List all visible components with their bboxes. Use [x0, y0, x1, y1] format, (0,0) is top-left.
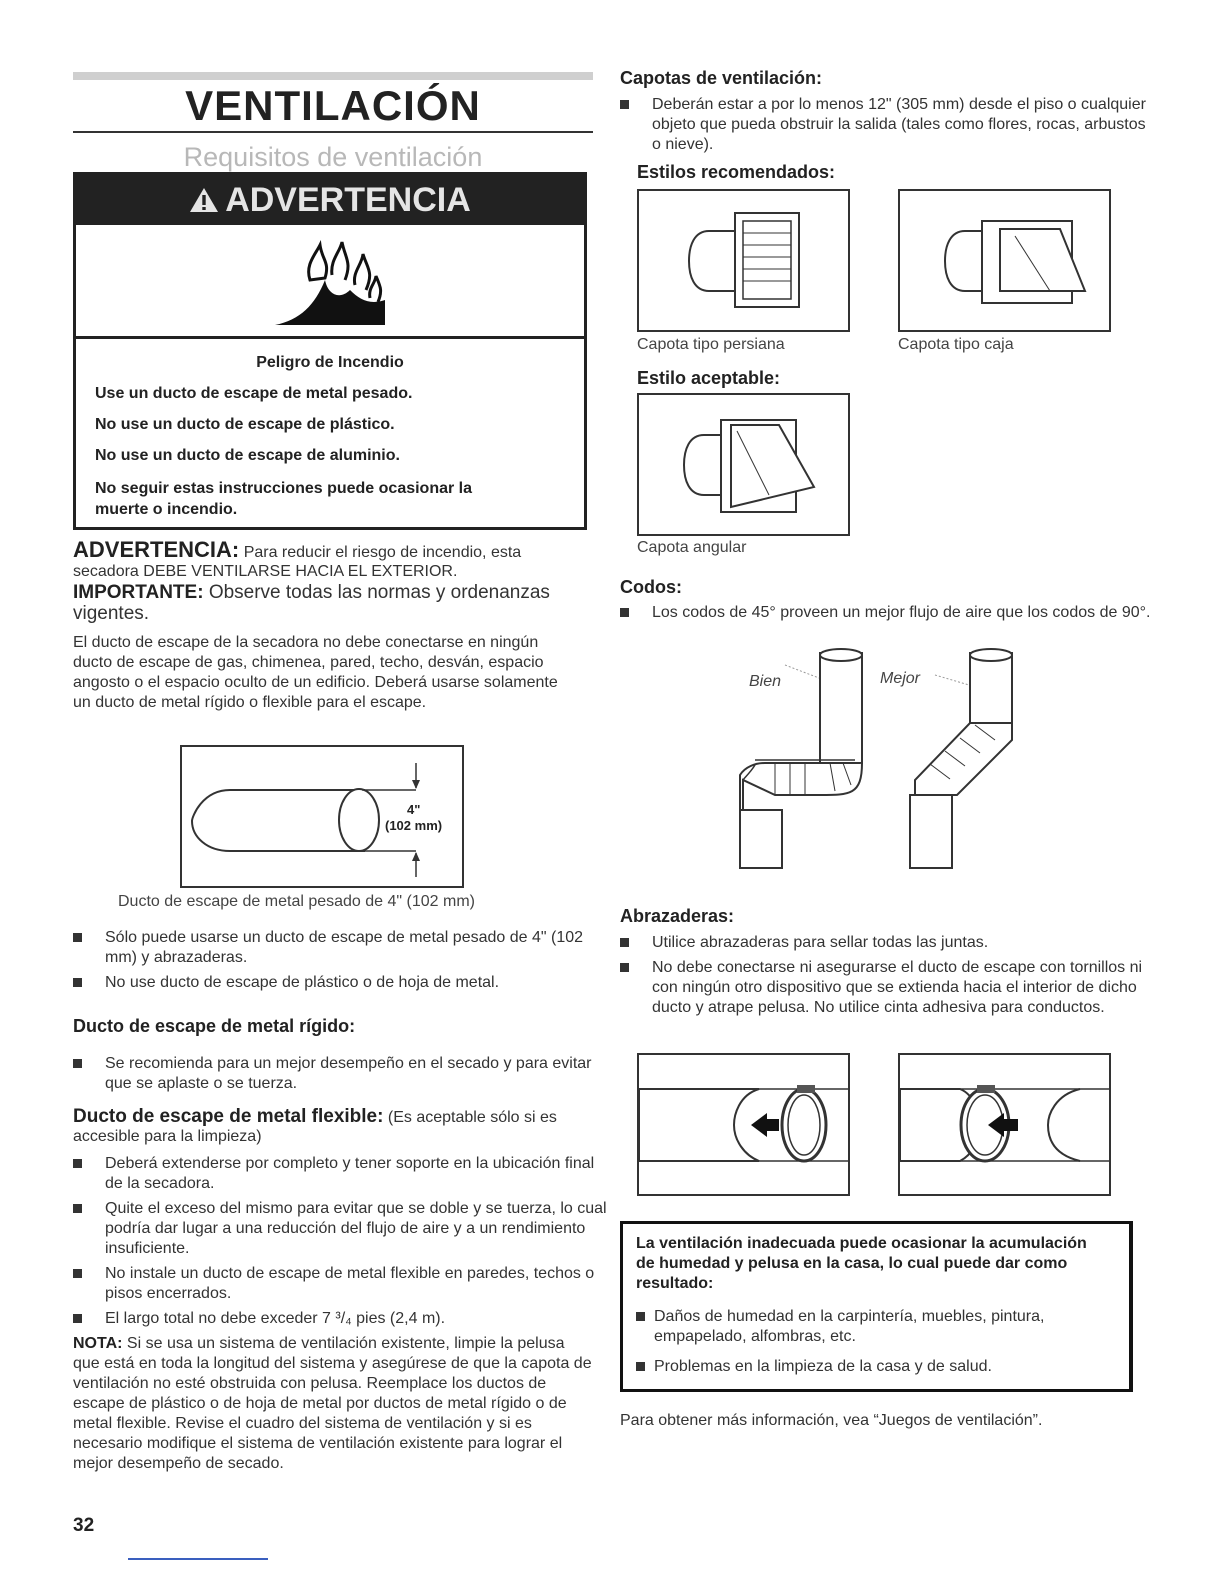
louvered-caption: Capota tipo persiana [637, 336, 785, 353]
importante-text: Observe todas las normas y ordenanzas vigentes. [73, 582, 550, 624]
note-box-heading: La ventilación inadecuada puede ocasionar la acumulación de humedad y pelusa en la casa, lo cual puede dar como resultado: [636, 1235, 1087, 1292]
flex-heading: Ducto de escape de metal flexible: [73, 1106, 384, 1127]
angled-hood-figure [637, 393, 850, 536]
page-title: VENTILACIÓN [185, 82, 481, 129]
clamp-figure-left [637, 1053, 850, 1196]
duct-diagram [180, 745, 464, 888]
footer-line [128, 1558, 268, 1560]
clamp-figure-right [898, 1053, 1111, 1196]
warning-box [73, 172, 587, 530]
angled-hood-icon [639, 395, 848, 534]
flex-heading-paragraph [73, 1107, 573, 1146]
importante-paragraph [73, 582, 588, 624]
clamps-heading: Abrazaderas: [620, 906, 735, 926]
warning-header-label: ADVERTENCIA [225, 181, 471, 219]
title-top-bar [73, 72, 593, 80]
list-item: No use ducto de escape de plástico o de hoja de metal. [73, 973, 595, 993]
list-item: No instale un ducto de escape de metal flexible en paredes, techos o pisos encerrados. [73, 1264, 615, 1304]
clamp-left-icon [639, 1055, 848, 1194]
box-caption: Capota tipo caja [898, 336, 1014, 353]
elbows-heading: Codos: [620, 577, 682, 597]
list-item: Problemas en la limpieza de la casa y de salud. [636, 1357, 1124, 1377]
page-number: 32 [73, 1515, 95, 1536]
nota-paragraph [73, 1334, 593, 1474]
advertencia-paragraph [73, 537, 588, 581]
list-item: Deberá extenderse por completo y tener soporte en la ubicación final de la secadora. [73, 1154, 595, 1194]
flex-heading-note: (Es aceptable sólo si es accesible para la limpieza) [73, 1109, 557, 1145]
list-item: Se recomienda para un mejor desempeño en el secado y para evitar que se aplaste o se tuerza. [73, 1054, 595, 1094]
louvered-hood-figure [637, 189, 850, 332]
warning-line: Use un ducto de escape de metal pesado. [95, 385, 413, 402]
more-info: Para obtener más información, vea “Juegos de ventilación”. [620, 1412, 1043, 1429]
acceptable-heading: Estilo aceptable: [637, 368, 781, 388]
nota-label: NOTA: [73, 1335, 123, 1352]
warning-line: No use un ducto de escape de plástico. [95, 416, 395, 433]
intro-paragraph: El ducto de escape de la secadora no debe conectarse en ningún ducto de escape de gas, chimenea, pared, techo, desván, espacio angosto o el espacio oculto de un edificio. Deberá usarse solamente un ducto de metal rígido o flexible para el escape. [73, 634, 558, 711]
list-item: Quite el exceso del mismo para evitar que se doble y se tuerza, lo cual podría dar lugar a una reducción del flujo de aire y a un rendimiento insuficiente. [73, 1199, 615, 1259]
list-item: No debe conectarse ni asegurarse el ducto de escape con tornillos ni con ningún otro dispositivo que se extienda hacia el interior de dicho ducto y atrape pelusa. No utilice cinta adhesiva para conductos. [620, 958, 1157, 1018]
warning-hazard: Peligro de Incendio [256, 354, 404, 371]
louvered-hood-icon [639, 191, 848, 330]
list-item: Deberán estar a por lo menos 12" (305 mm) desde el piso o cualquier objeto que pueda obstruir la salida (tales como flores, rocas, arbustos o nieve). [620, 95, 1157, 155]
advertencia-label: ADVERTENCIA: [73, 537, 240, 562]
duct-dimension-mm: (102 mm) [385, 818, 443, 833]
hoods-heading: Capotas de ventilación: [620, 68, 823, 88]
clamp-right-icon [900, 1055, 1109, 1194]
duct-caption: Ducto de escape de metal pesado de 4" (102 mm) [118, 893, 475, 910]
warning-line: No seguir estas instrucciones puede ocasionar la muerte o incendio. [95, 480, 473, 518]
nota-text: Si se usa un sistema de ventilación existente, limpie la pelusa que está en toda la longitud del sistema y asegúrese de que la capota de ventilación no esté obstruida con pelusa. Reemplace los ductos de escape de plástico o de hoja de metal por ductos de metal rígido o de metal flexible. Revise el cuadro del sistema de ventilación y si es necesario modifique el sistema de ventilación existente para lograr el mejor desempeño de secado. [73, 1335, 592, 1472]
warning-separator [76, 336, 584, 339]
rigid-heading: Ducto de escape de metal rígido: [73, 1016, 356, 1036]
warning-header [76, 175, 584, 225]
list-item: Sólo puede usarse un ducto de escape de metal pesado de 4" (102 mm) y abrazaderas. [73, 928, 595, 968]
elbows-diagram [735, 645, 1025, 880]
box-hood-figure [898, 189, 1111, 332]
advertencia-text: Para reducir el riesgo de incendio, esta secadora DEBE VENTILARSE HACIA EL EXTERIOR. [73, 544, 522, 580]
warning-line: No use un ducto de escape de aluminio. [95, 447, 400, 464]
fire-icon [270, 240, 390, 335]
elbow-good-label: Bien [749, 673, 782, 690]
duct-dimension-inches: 4" [407, 802, 421, 817]
section-subtitle: Requisitos de ventilación [183, 142, 483, 172]
warning-triangle-icon [189, 178, 219, 228]
elbow-better-label: Mejor [880, 670, 921, 687]
list-item: Los codos de 45° proveen un mejor flujo de aire que los codos de 90°. [620, 603, 1152, 623]
list-item: Daños de humedad en la carpintería, muebles, pintura, empapelado, alfombras, etc. [636, 1307, 1124, 1347]
angled-caption: Capota angular [637, 539, 747, 556]
box-hood-icon [900, 191, 1109, 330]
title-rule [73, 131, 593, 133]
list-item: Utilice abrazaderas para sellar todas las juntas. [620, 933, 1157, 953]
importante-label: IMPORTANTE: [73, 582, 204, 603]
list-item: El largo total no debe exceder 7 ³/₄ pies (2,4 m). [73, 1309, 595, 1329]
recommended-heading: Estilos recomendados: [637, 162, 836, 182]
